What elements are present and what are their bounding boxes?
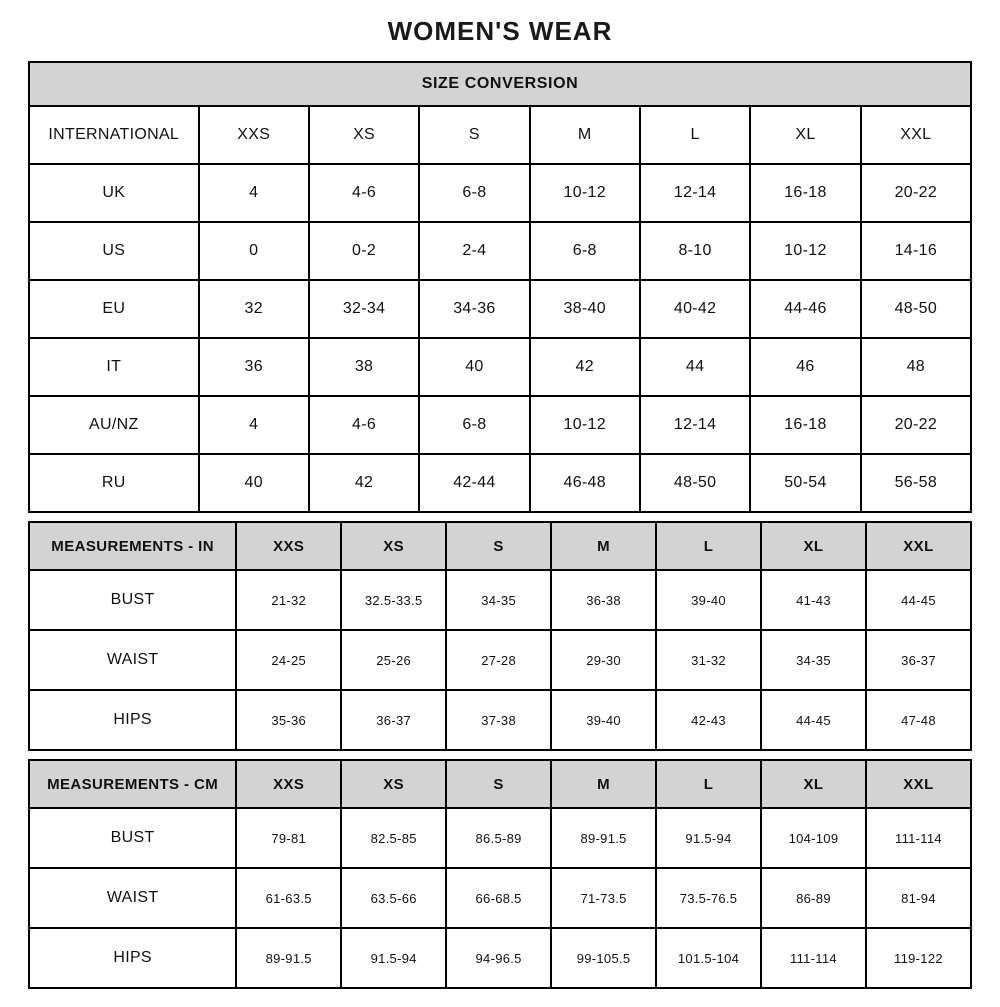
size_conversion-banner-row bbox=[29, 62, 971, 106]
measurements_in-row-label-waist: WAIST bbox=[29, 630, 236, 690]
size_conversion-cell-eu: 44-46 bbox=[750, 280, 860, 338]
size_conversion-cell-us: 10-12 bbox=[750, 222, 860, 280]
measurements_in-row-label-bust: BUST bbox=[29, 570, 236, 630]
size_conversion-row-label-au-nz: AU/NZ bbox=[29, 396, 199, 454]
size-conversion-table bbox=[28, 61, 972, 513]
measurements_in-cell-waist: 25-26 bbox=[341, 630, 446, 690]
measurements_in-cell-hips: 37-38 bbox=[446, 690, 551, 750]
size_conversion-row-label-uk: UK bbox=[29, 164, 199, 222]
size_conversion-row-it bbox=[29, 338, 971, 396]
measurements_cm-row-bust bbox=[29, 808, 971, 868]
measurements-cm-table bbox=[28, 759, 972, 989]
measurements_cm-cell-bust: 91.5-94 bbox=[656, 808, 761, 868]
measurements_in-size-header-m: M bbox=[551, 522, 656, 570]
measurements_cm-cell-hips: 101.5-104 bbox=[656, 928, 761, 988]
measurements_cm-cell-hips: 94-96.5 bbox=[446, 928, 551, 988]
measurements_cm-cell-waist: 81-94 bbox=[866, 868, 971, 928]
measurements_in-cell-bust: 41-43 bbox=[761, 570, 866, 630]
size_conversion-cell-us: 8-10 bbox=[640, 222, 750, 280]
measurements_cm-size-header-xxl: XXL bbox=[866, 760, 971, 808]
measurements_cm-size-header-m: M bbox=[551, 760, 656, 808]
measurements_cm-size-header-xs: XS bbox=[341, 760, 446, 808]
measurements_in-cell-waist: 24-25 bbox=[236, 630, 341, 690]
measurements_in-row-label-hips: HIPS bbox=[29, 690, 236, 750]
measurements_in-cell-waist: 36-37 bbox=[866, 630, 971, 690]
measurements_in-cell-hips: 36-37 bbox=[341, 690, 446, 750]
size_conversion-cell-international: XXS bbox=[199, 106, 309, 164]
size_conversion-row-eu bbox=[29, 280, 971, 338]
measurements_in-cell-hips: 39-40 bbox=[551, 690, 656, 750]
measurements_cm-cell-bust: 79-81 bbox=[236, 808, 341, 868]
measurements_cm-size-header-xxs: XXS bbox=[236, 760, 341, 808]
size_conversion-cell-us: 0-2 bbox=[309, 222, 419, 280]
size_conversion-cell-uk: 12-14 bbox=[640, 164, 750, 222]
size_conversion-cell-au-nz: 4-6 bbox=[309, 396, 419, 454]
size_conversion-cell-eu: 48-50 bbox=[861, 280, 971, 338]
measurements_cm-corner-header: MEASUREMENTS - CM bbox=[29, 760, 236, 808]
measurements_in-cell-bust: 21-32 bbox=[236, 570, 341, 630]
size_conversion-cell-ru: 42 bbox=[309, 454, 419, 512]
measurements_cm-cell-bust: 86.5-89 bbox=[446, 808, 551, 868]
size_conversion-cell-us: 2-4 bbox=[419, 222, 529, 280]
size_conversion-cell-it: 48 bbox=[861, 338, 971, 396]
measurements_in-corner-header: MEASUREMENTS - IN bbox=[29, 522, 236, 570]
size_conversion-cell-us: 0 bbox=[199, 222, 309, 280]
measurements_in-cell-bust: 32.5-33.5 bbox=[341, 570, 446, 630]
measurements_in-cell-hips: 47-48 bbox=[866, 690, 971, 750]
size_conversion-cell-us: 6-8 bbox=[530, 222, 640, 280]
measurements_cm-cell-hips: 99-105.5 bbox=[551, 928, 656, 988]
measurements_cm-cell-bust: 89-91.5 bbox=[551, 808, 656, 868]
size_conversion-cell-au-nz: 10-12 bbox=[530, 396, 640, 454]
size_conversion-cell-eu: 32-34 bbox=[309, 280, 419, 338]
size_conversion-row-label-it: IT bbox=[29, 338, 199, 396]
measurements_cm-row-label-waist: WAIST bbox=[29, 868, 236, 928]
measurements_cm-size-header-l: L bbox=[656, 760, 761, 808]
measurements_in-cell-waist: 29-30 bbox=[551, 630, 656, 690]
measurements_in-size-header-s: S bbox=[446, 522, 551, 570]
measurements_in-cell-waist: 27-28 bbox=[446, 630, 551, 690]
measurements_cm-cell-hips: 111-114 bbox=[761, 928, 866, 988]
size_conversion-cell-au-nz: 12-14 bbox=[640, 396, 750, 454]
size_conversion-cell-uk: 20-22 bbox=[861, 164, 971, 222]
measurements_in-cell-bust: 39-40 bbox=[656, 570, 761, 630]
size_conversion-cell-international: L bbox=[640, 106, 750, 164]
measurements_cm-row-label-hips: HIPS bbox=[29, 928, 236, 988]
measurements_in-row-bust bbox=[29, 570, 971, 630]
measurements_cm-header-row bbox=[29, 760, 971, 808]
size_conversion-row-ru bbox=[29, 454, 971, 512]
measurements_in-size-header-xxs: XXS bbox=[236, 522, 341, 570]
measurements_cm-cell-waist: 63.5-66 bbox=[341, 868, 446, 928]
size_conversion-cell-us: 14-16 bbox=[861, 222, 971, 280]
size_conversion-cell-uk: 4-6 bbox=[309, 164, 419, 222]
measurements_cm-row-waist bbox=[29, 868, 971, 928]
measurements_in-header-row bbox=[29, 522, 971, 570]
size_conversion-cell-eu: 32 bbox=[199, 280, 309, 338]
size_conversion-cell-uk: 10-12 bbox=[530, 164, 640, 222]
measurements_cm-row-label-bust: BUST bbox=[29, 808, 236, 868]
measurements_in-size-header-l: L bbox=[656, 522, 761, 570]
size_conversion-row-us bbox=[29, 222, 971, 280]
size_conversion-cell-international: M bbox=[530, 106, 640, 164]
size_conversion-cell-au-nz: 20-22 bbox=[861, 396, 971, 454]
measurements_in-cell-bust: 36-38 bbox=[551, 570, 656, 630]
size_conversion-cell-international: S bbox=[419, 106, 529, 164]
measurements_cm-cell-hips: 119-122 bbox=[866, 928, 971, 988]
measurements_cm-cell-waist: 71-73.5 bbox=[551, 868, 656, 928]
size_conversion-row-label-ru: RU bbox=[29, 454, 199, 512]
size_conversion-cell-international: XXL bbox=[861, 106, 971, 164]
measurements_cm-size-header-s: S bbox=[446, 760, 551, 808]
size_conversion-cell-uk: 4 bbox=[199, 164, 309, 222]
size_conversion-cell-uk: 6-8 bbox=[419, 164, 529, 222]
size_conversion-cell-it: 38 bbox=[309, 338, 419, 396]
measurements_in-row-waist bbox=[29, 630, 971, 690]
size_conversion-cell-it: 36 bbox=[199, 338, 309, 396]
measurements_in-cell-hips: 44-45 bbox=[761, 690, 866, 750]
measurements_cm-cell-waist: 73.5-76.5 bbox=[656, 868, 761, 928]
measurements_in-size-header-xl: XL bbox=[761, 522, 866, 570]
measurements_cm-cell-bust: 82.5-85 bbox=[341, 808, 446, 868]
size_conversion-cell-it: 40 bbox=[419, 338, 529, 396]
measurements_cm-row-hips bbox=[29, 928, 971, 988]
measurements_in-cell-bust: 34-35 bbox=[446, 570, 551, 630]
measurements_in-row-hips bbox=[29, 690, 971, 750]
size_conversion-cell-ru: 50-54 bbox=[750, 454, 860, 512]
measurements_cm-cell-waist: 61-63.5 bbox=[236, 868, 341, 928]
measurements_cm-cell-waist: 86-89 bbox=[761, 868, 866, 928]
size_conversion-row-label-us: US bbox=[29, 222, 199, 280]
measurements_in-size-header-xxl: XXL bbox=[866, 522, 971, 570]
size_conversion-cell-it: 42 bbox=[530, 338, 640, 396]
measurements_in-cell-bust: 44-45 bbox=[866, 570, 971, 630]
measurements_cm-cell-hips: 91.5-94 bbox=[341, 928, 446, 988]
size_conversion-cell-uk: 16-18 bbox=[750, 164, 860, 222]
size_conversion-cell-ru: 46-48 bbox=[530, 454, 640, 512]
size_conversion-cell-au-nz: 16-18 bbox=[750, 396, 860, 454]
measurements_in-cell-waist: 34-35 bbox=[761, 630, 866, 690]
measurements_in-cell-waist: 31-32 bbox=[656, 630, 761, 690]
page-title: WOMEN'S WEAR bbox=[387, 16, 613, 46]
measurements_in-cell-hips: 42-43 bbox=[656, 690, 761, 750]
size_conversion-row-au-nz bbox=[29, 396, 971, 454]
size_conversion-cell-eu: 38-40 bbox=[530, 280, 640, 338]
size_conversion-cell-it: 46 bbox=[750, 338, 860, 396]
size_conversion-cell-ru: 48-50 bbox=[640, 454, 750, 512]
measurements_cm-size-header-xl: XL bbox=[761, 760, 866, 808]
measurements_in-cell-hips: 35-36 bbox=[236, 690, 341, 750]
size_conversion-cell-international: XL bbox=[750, 106, 860, 164]
size_conversion-cell-eu: 40-42 bbox=[640, 280, 750, 338]
size_conversion-cell-au-nz: 6-8 bbox=[419, 396, 529, 454]
size_conversion-cell-international: XS bbox=[309, 106, 419, 164]
size_conversion-cell-au-nz: 4 bbox=[199, 396, 309, 454]
measurements_cm-cell-bust: 104-109 bbox=[761, 808, 866, 868]
size_conversion-row-uk bbox=[29, 164, 971, 222]
measurements_cm-cell-hips: 89-91.5 bbox=[236, 928, 341, 988]
size_conversion-row-international bbox=[29, 106, 971, 164]
measurements-in-table bbox=[28, 521, 972, 751]
size_conversion-cell-ru: 40 bbox=[199, 454, 309, 512]
size_conversion-cell-ru: 42-44 bbox=[419, 454, 529, 512]
size_conversion-row-label-international: INTERNATIONAL bbox=[29, 106, 199, 164]
measurements_in-size-header-xs: XS bbox=[341, 522, 446, 570]
measurements_cm-cell-waist: 66-68.5 bbox=[446, 868, 551, 928]
size_conversion-row-label-eu: EU bbox=[29, 280, 199, 338]
size_conversion-cell-eu: 34-36 bbox=[419, 280, 529, 338]
size_conversion-cell-it: 44 bbox=[640, 338, 750, 396]
measurements_cm-cell-bust: 111-114 bbox=[866, 808, 971, 868]
size_conversion-banner: SIZE CONVERSION bbox=[29, 62, 971, 106]
size_conversion-cell-ru: 56-58 bbox=[861, 454, 971, 512]
